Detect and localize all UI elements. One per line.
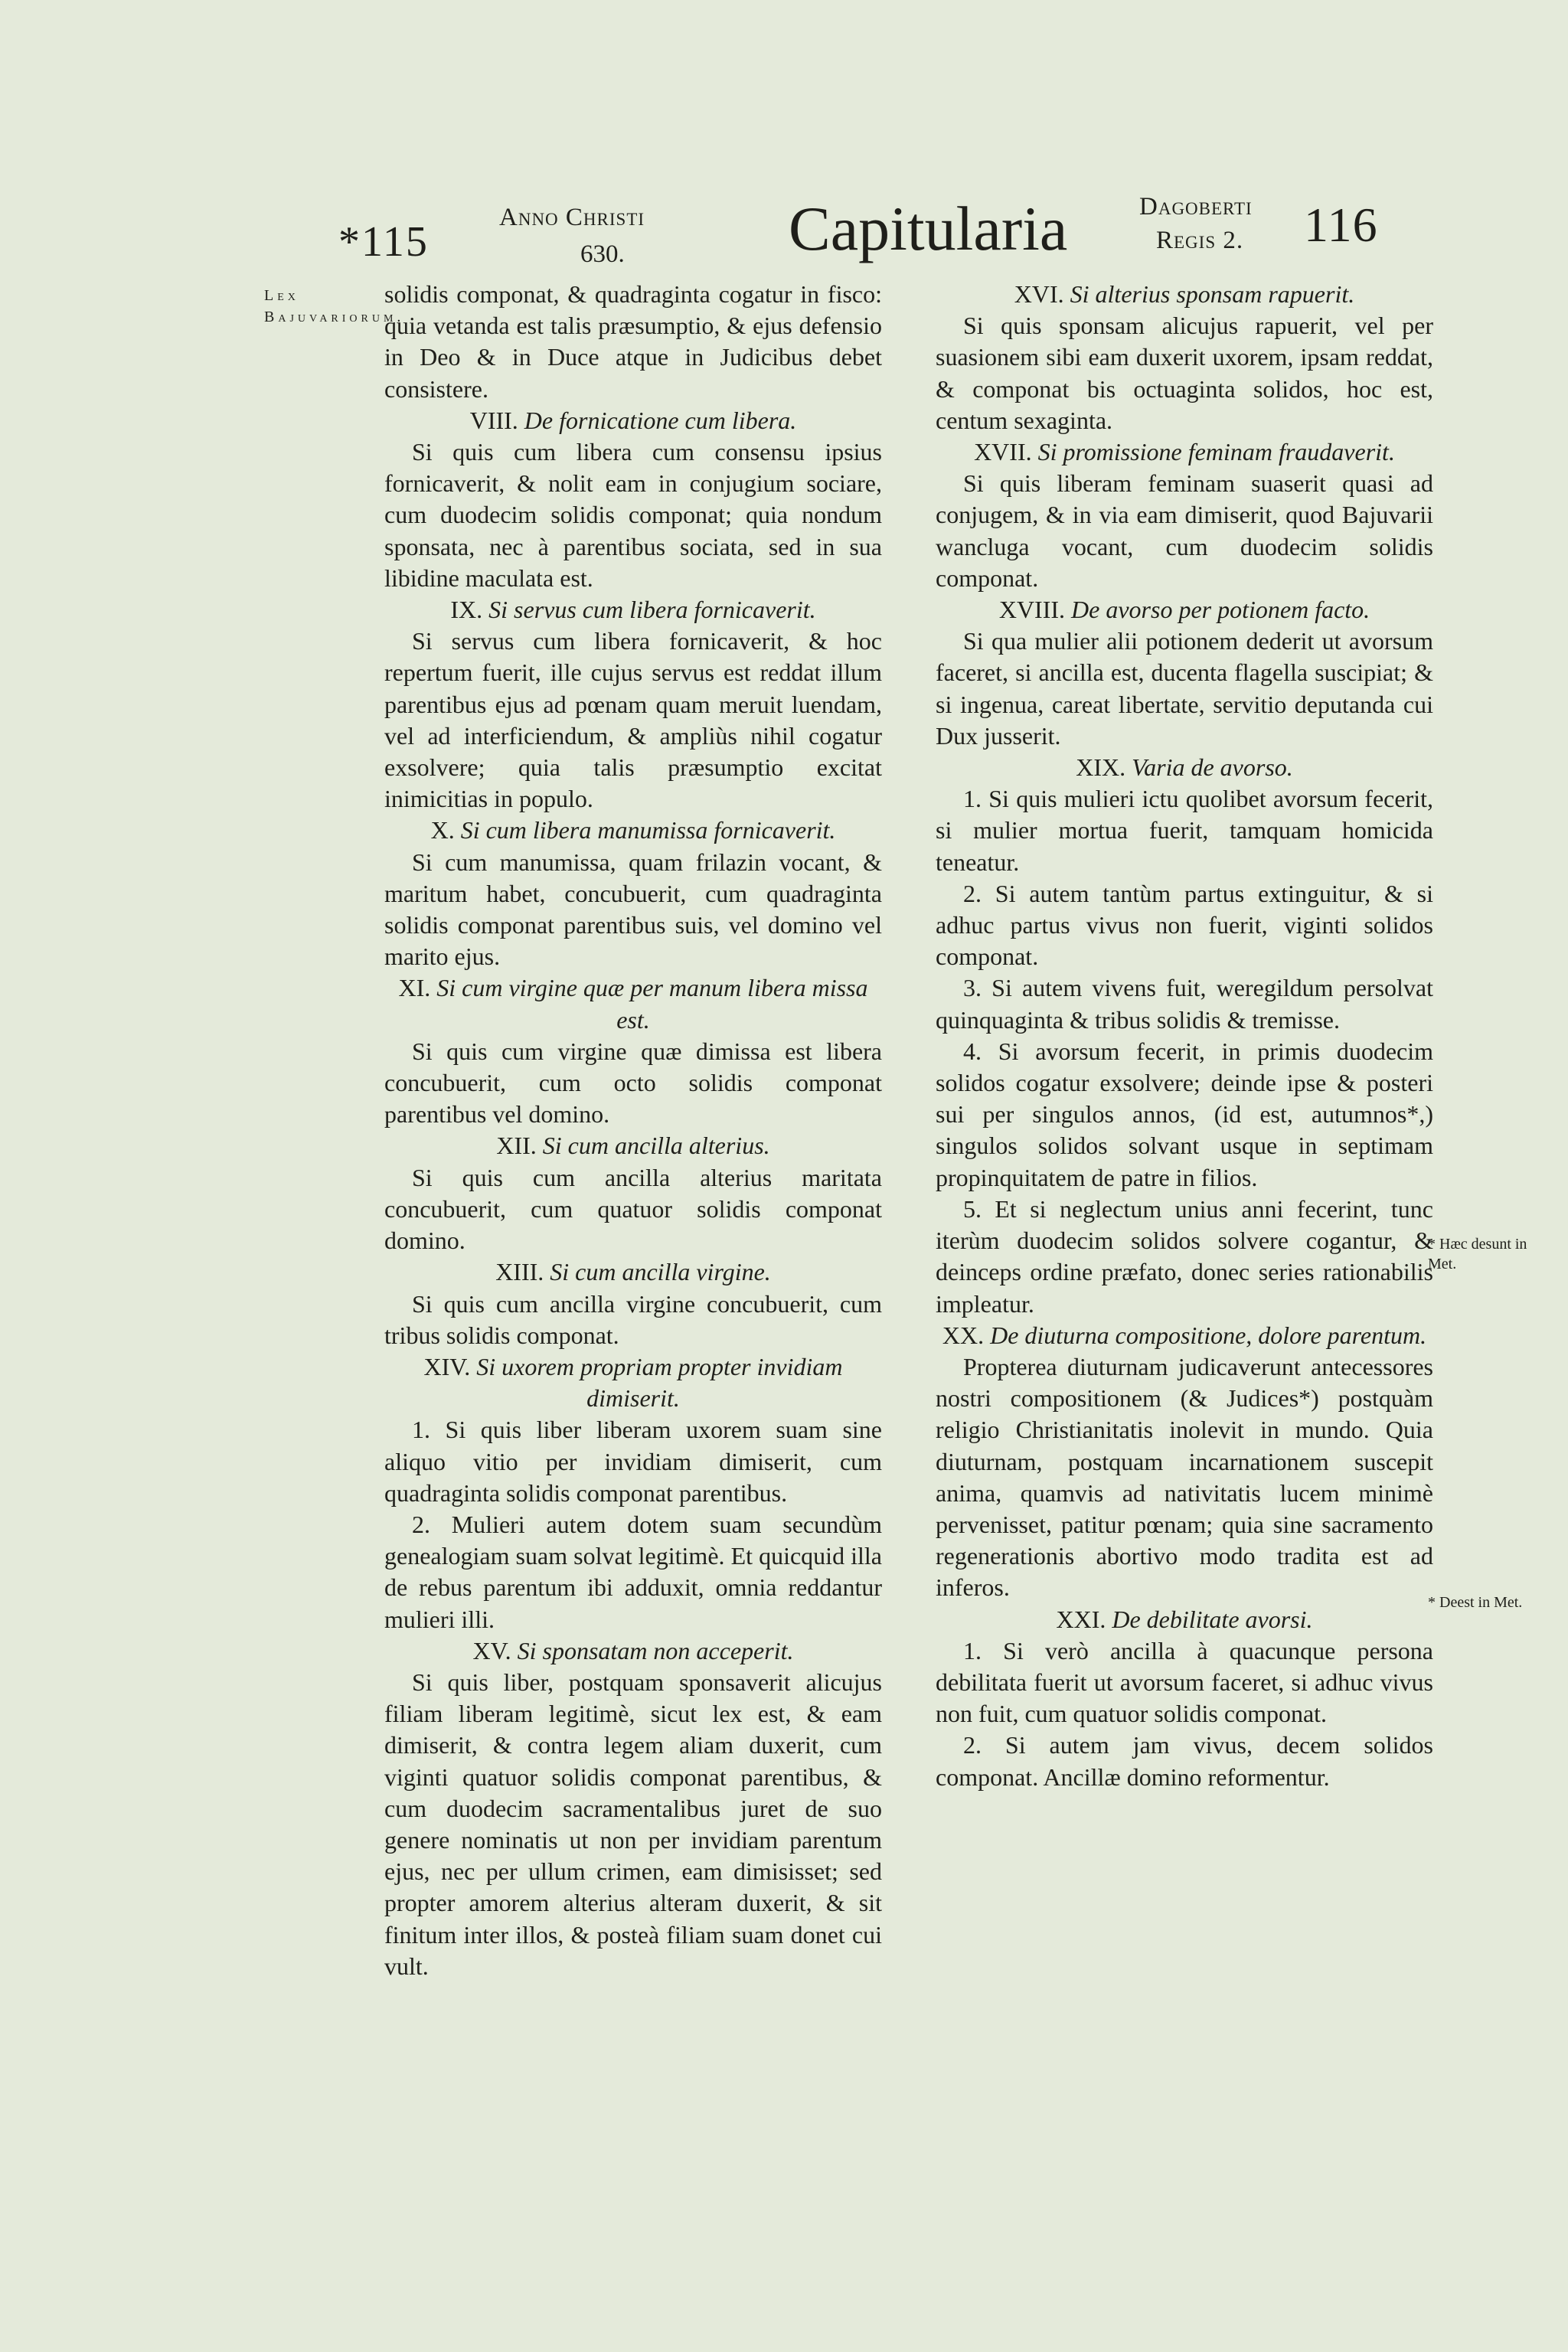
anno-year: 630. bbox=[580, 240, 625, 268]
section-title: De debilitate avorsi. bbox=[1112, 1605, 1313, 1633]
section-number: XIV. bbox=[423, 1352, 471, 1380]
section-title: De diuturna compositione, dolore parentum. bbox=[990, 1321, 1427, 1349]
section-number: XV. bbox=[472, 1636, 511, 1664]
section-title: Si cum virgine quæ per manum libera missa est. bbox=[436, 974, 868, 1034]
section-number: X. bbox=[430, 816, 455, 844]
right-page-number: 116 bbox=[1304, 198, 1378, 252]
left-text-column bbox=[384, 279, 882, 1982]
section-heading bbox=[384, 1130, 882, 1161]
section-heading bbox=[384, 815, 882, 846]
paragraph: Si quis cum virgine quæ dimissa est libera concubuerit, cum octo solidis componat parentibus vel domino. bbox=[384, 1037, 882, 1129]
section-title: De avorso per potionem facto. bbox=[1071, 596, 1370, 624]
paragraph: Si quis cum ancilla alterius maritata concubuerit, cum quatuor solidis componat domino. bbox=[384, 1163, 882, 1255]
section-number: XII. bbox=[496, 1132, 537, 1160]
section-title: Si cum libera manumissa fornicaverit. bbox=[460, 816, 836, 844]
paragraph: 2. Si autem jam vivus, decem solidos componat. Ancillæ domino reformentur. bbox=[936, 1731, 1433, 1791]
section-number: XX. bbox=[942, 1321, 985, 1349]
regis-label: Regis 2. bbox=[1156, 227, 1244, 254]
section-number: VIII. bbox=[469, 406, 518, 434]
section-heading bbox=[936, 436, 1433, 468]
section-number: XVI. bbox=[1014, 280, 1064, 308]
section-number: XIX. bbox=[1076, 753, 1126, 782]
anno-christi-label: Anno Christi bbox=[499, 204, 645, 231]
paragraph: Si qua mulier alii potionem dederit ut avorsum faceret, si ancilla est, ducenta flagella suscipiat; & si ingenua, careat libertate, servitio deputanda cui Dux jusserit. bbox=[936, 627, 1433, 750]
paragraph: Si cum manumissa, quam frilazin vocant, & maritum habet, concubuerit, cum quadraginta solidis componat parentibus suis, vel domino vel marito ejus. bbox=[384, 848, 882, 971]
section-heading bbox=[384, 1351, 882, 1414]
section-heading bbox=[384, 1256, 882, 1288]
paragraph: Si quis liber, postquam sponsaverit alicujus filiam liberam legitimè, sicut lex est, & eam dimiserit, & contra legem aliam duxerit, cum viginti quatuor solidis componat parentibus, & cum duodecim sacramentalibus juret de suo genere nominatis ut non per invidiam parentum ejus, nec per ullum crimen, eam dimisisset; sed propter amorem alterius alteram duxerit, & sit finitum inter illos, & posteà filiam suam donet cui vult. bbox=[384, 1668, 882, 1980]
section-title: De fornicatione cum libera. bbox=[524, 406, 797, 434]
section-title: Si sponsatam non acceperit. bbox=[517, 1636, 794, 1664]
paragraph: 4. Si avorsum fecerit, in primis duodecim solidos cogatur exsolvere; deinde ipse & posteri sui per singulos annos, (id est, autumnos*,) singulos solidos solvant usque in septimam propinquitatem de patre in filios. bbox=[936, 1037, 1433, 1191]
left-margin-note: Lex Bajuvariorum. bbox=[264, 287, 405, 325]
paragraph: Propterea diuturnam judicaverunt antecessores nostri compositionem (& Judices*) postquàm religio Christianitatis inolevit in mundo. Quia diuturnam, postquam incarnationem suscepit anima, quamvis ad nativitatis lucem minimè pervenisset, patitur pœnam; quia sine sacramento regenerationis abortivo modo tradita est ad inferos. bbox=[936, 1352, 1433, 1602]
section-heading bbox=[384, 1635, 882, 1667]
section-number: XXI. bbox=[1056, 1605, 1106, 1633]
section-heading bbox=[936, 1320, 1433, 1351]
section-number: XVII. bbox=[974, 438, 1032, 466]
paragraph: 3. Si autem vivens fuit, weregildum persolvat quinquaginta & tribus solidis & tremisse. bbox=[936, 974, 1433, 1034]
paragraph: 1. Si quis liber liberam uxorem suam sine aliquo vitio per invidiam dimiserit, cum quadraginta solidis componat parentibus. bbox=[384, 1416, 882, 1507]
left-page-number: *115 bbox=[338, 218, 429, 266]
right-text-column bbox=[936, 279, 1433, 1793]
paragraph: 5. Et si neglectum unius anni fecerint, tunc iterùm duodecim solidos solvere cogantur, & deinceps ordine præfato, donec series rationabilis impleatur. bbox=[936, 1194, 1433, 1318]
section-number: XIII. bbox=[495, 1258, 544, 1286]
dagoberti-label: Dagoberti bbox=[1139, 193, 1253, 220]
paragraph: Si quis cum libera cum consensu ipsius fornicaverit, & nolit eam in conjugium sociare, cum duodecim solidis componat; quia nondum sponsata, nec à parentibus sociata, sed in sua libidine maculata est. bbox=[384, 438, 882, 592]
paragraph: solidis componat, & quadraginta cogatur in fisco: quia vetanda est talis præsumptio, & ejus defensio in Deo & in Duce atque in Judicibus debet consistere. bbox=[384, 280, 882, 403]
paragraph: 1. Si verò ancilla à quacunque persona debilitata fuerit ut avorsum faceret, si adhuc vivus non fuit, cum quatuor solidis componat. bbox=[936, 1636, 1433, 1728]
section-title: Si cum ancilla virgine. bbox=[550, 1258, 771, 1286]
section-heading bbox=[936, 279, 1433, 310]
section-heading bbox=[384, 594, 882, 626]
paragraph: Si quis liberam feminam suaserit quasi ad conjugem, & in via eam dimiserit, quod Bajuvarii wancluga vocant, cum duodecim solidis componat. bbox=[936, 469, 1433, 592]
section-heading bbox=[936, 594, 1433, 626]
section-title: Si servus cum libera fornicaverit. bbox=[488, 596, 816, 624]
section-title: Si alterius sponsam rapuerit. bbox=[1070, 280, 1355, 308]
paragraph: 2. Mulieri autem dotem suam secundùm genealogiam suam solvat legitimè. Et quicquid illa de rebus parentum ibi adduxit, omnia reddantur mulieri illi. bbox=[384, 1510, 882, 1633]
paragraph: 1. Si quis mulieri ictu quolibet avorsum fecerit, si mulier mortua fuerit, tamquam homicida teneatur. bbox=[936, 785, 1433, 876]
page-title: Capitularia bbox=[789, 194, 1068, 263]
section-number: XVIII. bbox=[998, 596, 1066, 624]
paragraph: Si servus cum libera fornicaverit, & hoc repertum fuerit, ille cujus servus est reddat illum parentibus ejus ad pœnam quam meruit luendam, vel ad interficiendum, & ampliùs nihil cogatur exsolvere; quia talis præsumptio excitat inimicitias in populo. bbox=[384, 627, 882, 813]
section-title: Si uxorem propriam propter invidiam dimiserit. bbox=[476, 1352, 843, 1413]
section-number: XI. bbox=[398, 974, 431, 1002]
paragraph: Si quis sponsam alicujus rapuerit, vel per suasionem sibi eam duxerit uxorem, ipsam reddat, & componat bis octuaginta solidos, hoc est, centum sexaginta. bbox=[936, 312, 1433, 434]
section-title: Varia de avorso. bbox=[1132, 753, 1293, 782]
section-heading bbox=[384, 972, 882, 1035]
right-margin-note-1: * Hæc desunt in Met. bbox=[1428, 1236, 1527, 1272]
section-title: Si promissione feminam fraudaverit. bbox=[1037, 438, 1395, 466]
paragraph: 2. Si autem tantùm partus extinguitur, & si adhuc partus vivus non fuerit, viginti solidos componat. bbox=[936, 879, 1433, 971]
section-heading bbox=[936, 752, 1433, 783]
section-heading bbox=[936, 1604, 1433, 1635]
section-heading bbox=[384, 405, 882, 436]
section-number: IX. bbox=[450, 596, 483, 624]
right-margin-note-2: * Deest in Met. bbox=[1428, 1594, 1523, 1611]
section-title: Si cum ancilla alterius. bbox=[542, 1132, 770, 1160]
paragraph: Si quis cum ancilla virgine concubuerit, cum tribus solidis componat. bbox=[384, 1289, 882, 1349]
